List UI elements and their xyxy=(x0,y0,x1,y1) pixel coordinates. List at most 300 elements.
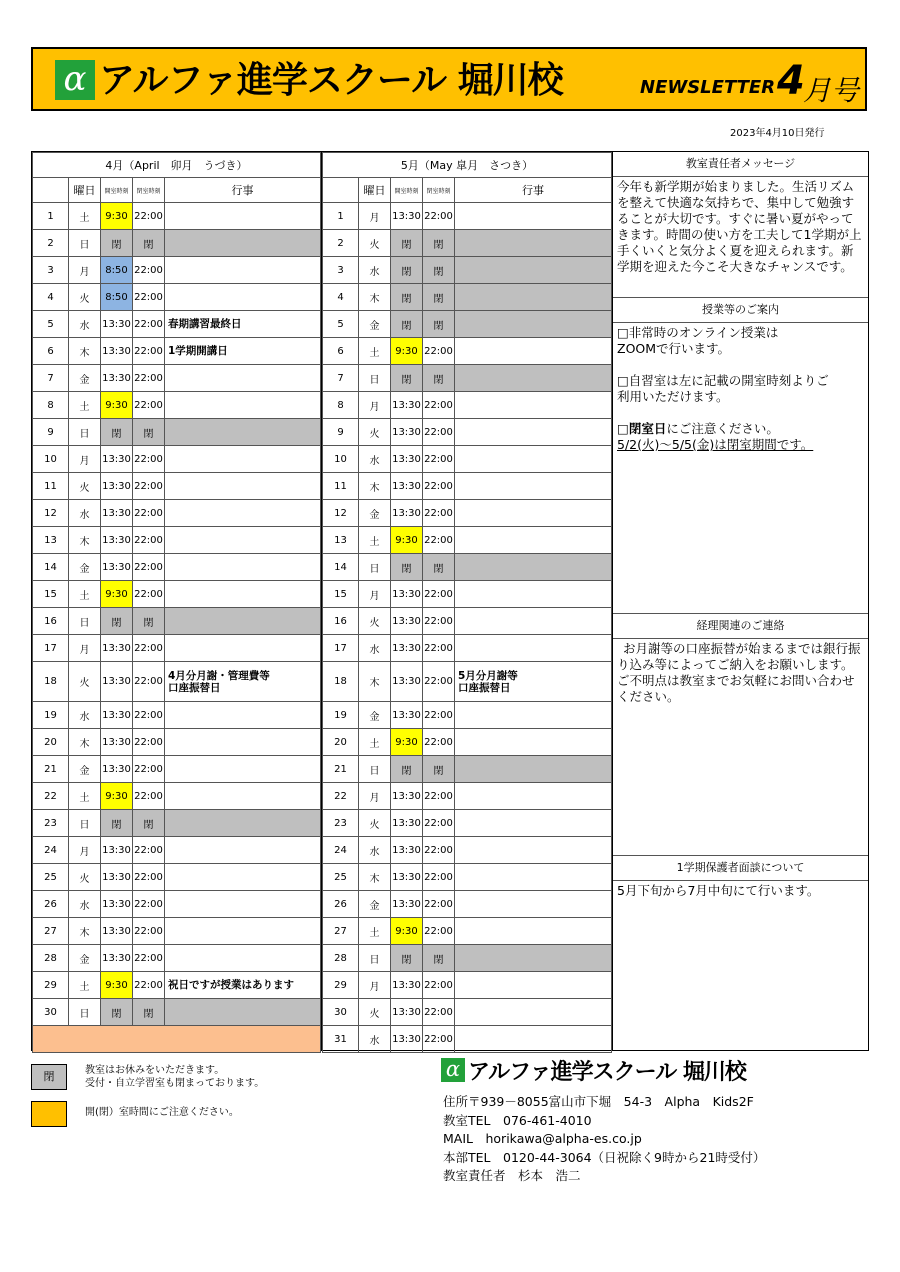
close-time-cell: 22:00 xyxy=(133,554,165,581)
close-time-cell: 22:00 xyxy=(423,891,455,918)
close-time-cell: 22:00 xyxy=(133,635,165,662)
close-time-cell: 22:00 xyxy=(133,257,165,284)
events-cell xyxy=(455,635,612,662)
day-cell: 25 xyxy=(33,864,69,891)
events-cell xyxy=(165,473,321,500)
open-time-cell: 13:30 xyxy=(391,891,423,918)
close-time-cell: 22:00 xyxy=(423,203,455,230)
newsletter-label: NEWSLETTER xyxy=(640,77,776,98)
weekday-cell: 月 xyxy=(359,783,391,810)
calendar-row xyxy=(33,891,321,918)
open-time-cell: 13:30 xyxy=(101,446,133,473)
open-time-cell: 閉 xyxy=(391,756,423,783)
calendar-row xyxy=(33,635,321,662)
weekday-cell: 土 xyxy=(359,338,391,365)
calendar-row xyxy=(323,230,612,257)
day-cell: 16 xyxy=(323,608,359,635)
calendar-row xyxy=(323,837,612,864)
day-cell: 13 xyxy=(33,527,69,554)
weekday-cell: 日 xyxy=(69,230,101,257)
open-time-cell: 13:30 xyxy=(391,999,423,1026)
events-cell xyxy=(455,810,612,837)
close-time-cell: 閉 xyxy=(423,945,455,972)
close-time-cell: 閉 xyxy=(423,230,455,257)
calendar-row xyxy=(33,729,321,756)
april-col-close: 閉室時刻 xyxy=(133,178,165,203)
calendar-row xyxy=(323,972,612,999)
calendar-row xyxy=(33,230,321,257)
events-cell xyxy=(455,702,612,729)
close-time-cell: 22:00 xyxy=(133,365,165,392)
weekday-cell: 月 xyxy=(69,446,101,473)
events-cell xyxy=(165,918,321,945)
april-col-events: 行事 xyxy=(165,178,321,203)
calendar-row xyxy=(323,662,612,702)
day-cell: 23 xyxy=(33,810,69,837)
classroom-tel: 教室TEL 076-461-4010 xyxy=(443,1112,592,1128)
day-cell: 7 xyxy=(323,365,359,392)
day-cell: 15 xyxy=(33,581,69,608)
calendar-row xyxy=(323,446,612,473)
close-time-cell: 22:00 xyxy=(133,702,165,729)
close-time-cell: 22:00 xyxy=(423,783,455,810)
day-cell: 26 xyxy=(323,891,359,918)
event-text: 春期講習最終日 xyxy=(168,318,242,330)
weekday-cell: 土 xyxy=(69,972,101,999)
close-time-cell: 22:00 xyxy=(423,581,455,608)
may-calendar xyxy=(321,151,613,1051)
weekday-cell: 日 xyxy=(359,756,391,783)
close-time-cell: 22:00 xyxy=(423,338,455,365)
message-title: 教室責任者メッセージ xyxy=(613,152,868,177)
may-table xyxy=(322,152,612,1053)
day-cell: 22 xyxy=(33,783,69,810)
open-time-cell: 13:30 xyxy=(391,473,423,500)
day-cell: 14 xyxy=(33,554,69,581)
day-cell: 30 xyxy=(33,999,69,1026)
open-time-cell: 13:30 xyxy=(101,311,133,338)
open-time-cell: 13:30 xyxy=(391,392,423,419)
calendar-row xyxy=(33,446,321,473)
header-banner xyxy=(31,47,867,111)
info-study-line1: □自習室は左に記載の開室時刻よりご xyxy=(617,373,829,388)
day-cell: 31 xyxy=(323,1026,359,1053)
open-time-cell: 13:30 xyxy=(391,1026,423,1053)
april-col-day xyxy=(33,178,69,203)
close-time-cell: 22:00 xyxy=(133,837,165,864)
close-time-cell: 22:00 xyxy=(133,338,165,365)
open-time-cell: 閉 xyxy=(391,365,423,392)
close-time-cell: 22:00 xyxy=(423,837,455,864)
weekday-cell: 日 xyxy=(69,810,101,837)
close-time-cell: 22:00 xyxy=(133,972,165,999)
events-cell xyxy=(165,972,321,999)
close-time-cell: 22:00 xyxy=(423,918,455,945)
weekday-cell: 水 xyxy=(69,500,101,527)
address: 住所〒939－8055富山市下堀 54-3 Alpha Kids2F xyxy=(443,1094,754,1109)
close-time-cell: 22:00 xyxy=(133,527,165,554)
weekday-cell: 火 xyxy=(69,473,101,500)
weekday-cell: 火 xyxy=(69,864,101,891)
day-cell: 24 xyxy=(323,837,359,864)
events-cell xyxy=(165,891,321,918)
newsletter-month: 4 xyxy=(777,58,805,104)
open-time-cell: 13:30 xyxy=(391,662,423,702)
events-cell xyxy=(165,837,321,864)
info-title: 授業等のご案内 xyxy=(613,297,868,323)
events-cell xyxy=(455,257,612,284)
calendar-row xyxy=(323,635,612,662)
calendar-row xyxy=(323,756,612,783)
close-time-cell: 22:00 xyxy=(423,527,455,554)
open-time-cell: 閉 xyxy=(391,945,423,972)
calendar-row xyxy=(33,365,321,392)
day-cell: 18 xyxy=(323,662,359,702)
event-text: 1学期開講日 xyxy=(168,345,228,357)
events-cell xyxy=(455,729,612,756)
calendar-row xyxy=(323,891,612,918)
calendar-row xyxy=(323,203,612,230)
close-time-cell: 22:00 xyxy=(423,729,455,756)
weekday-cell: 火 xyxy=(359,810,391,837)
day-cell: 9 xyxy=(33,419,69,446)
day-cell: 4 xyxy=(323,284,359,311)
meeting-title: 1学期保護者面談について xyxy=(613,855,868,881)
open-time-cell: 13:30 xyxy=(391,419,423,446)
open-time-cell: 9:30 xyxy=(391,729,423,756)
footer-alpha-logo-icon: α xyxy=(441,1058,465,1082)
weekday-cell: 木 xyxy=(69,729,101,756)
school-name: アルファ進学スクール 堀川校 xyxy=(99,60,563,101)
contact-block xyxy=(443,1093,765,1186)
meeting-body: 5月下旬から7月中旬にて行います。 xyxy=(617,883,820,898)
calendar-row xyxy=(323,527,612,554)
open-time-cell: 閉 xyxy=(391,284,423,311)
events-cell xyxy=(455,608,612,635)
weekday-cell: 月 xyxy=(359,392,391,419)
open-time-cell: 9:30 xyxy=(391,338,423,365)
open-time-cell: 13:30 xyxy=(101,891,133,918)
weekday-cell: 火 xyxy=(359,419,391,446)
info-closed-bold: 閉室日 xyxy=(628,421,667,436)
events-cell xyxy=(455,419,612,446)
open-time-cell: 13:30 xyxy=(391,203,423,230)
calendar-row xyxy=(33,554,321,581)
events-cell xyxy=(455,918,612,945)
open-time-cell: 9:30 xyxy=(101,203,133,230)
may-col-weekday: 曜日 xyxy=(359,178,391,203)
events-cell xyxy=(455,311,612,338)
events-cell xyxy=(165,284,321,311)
calendar-row xyxy=(33,810,321,837)
calendar-row xyxy=(33,500,321,527)
calendar-row xyxy=(323,284,612,311)
events-cell xyxy=(165,756,321,783)
events-cell xyxy=(455,945,612,972)
may-col-day xyxy=(323,178,359,203)
events-cell xyxy=(165,999,321,1026)
weekday-cell: 金 xyxy=(359,311,391,338)
close-time-cell: 22:00 xyxy=(133,783,165,810)
weekday-cell: 土 xyxy=(359,527,391,554)
calendar-row xyxy=(323,419,612,446)
events-cell xyxy=(455,203,612,230)
close-time-cell: 22:00 xyxy=(133,203,165,230)
close-time-cell: 22:00 xyxy=(133,918,165,945)
event-text: 口座振替日 xyxy=(458,681,511,694)
close-time-cell: 閉 xyxy=(423,756,455,783)
events-cell xyxy=(165,554,321,581)
close-time-cell: 22:00 xyxy=(423,419,455,446)
events-cell xyxy=(165,635,321,662)
open-time-cell: 13:30 xyxy=(391,635,423,662)
events-cell xyxy=(165,608,321,635)
weekday-cell: 日 xyxy=(359,945,391,972)
open-time-cell: 8:50 xyxy=(101,257,133,284)
info-study-line2: 利用いただけます。 xyxy=(617,389,729,404)
open-time-cell: 13:30 xyxy=(101,662,133,702)
day-cell: 18 xyxy=(33,662,69,702)
weekday-cell: 金 xyxy=(69,756,101,783)
weekday-cell: 月 xyxy=(69,837,101,864)
calendar-row xyxy=(323,500,612,527)
close-time-cell: 22:00 xyxy=(423,972,455,999)
day-cell: 21 xyxy=(33,756,69,783)
day-cell: 20 xyxy=(323,729,359,756)
alpha-logo-icon: α xyxy=(55,60,95,100)
close-time-cell: 22:00 xyxy=(133,284,165,311)
weekday-cell: 火 xyxy=(69,284,101,311)
weekday-cell: 土 xyxy=(69,581,101,608)
empty-day-cell xyxy=(33,1026,321,1053)
weekday-cell: 火 xyxy=(359,608,391,635)
events-cell xyxy=(165,338,321,365)
day-cell: 3 xyxy=(33,257,69,284)
events-cell xyxy=(455,473,612,500)
events-cell xyxy=(165,500,321,527)
closed-legend-line2: 受付・自立学習室も閉まっております。 xyxy=(85,1078,265,1089)
events-cell xyxy=(455,783,612,810)
events-cell xyxy=(455,527,612,554)
closed-legend-swatch: 閉 xyxy=(31,1064,67,1090)
weekday-cell: 金 xyxy=(69,945,101,972)
open-time-cell: 13:30 xyxy=(101,702,133,729)
close-time-cell: 閉 xyxy=(133,608,165,635)
weekday-cell: 月 xyxy=(359,972,391,999)
day-cell: 5 xyxy=(323,311,359,338)
weekday-cell: 土 xyxy=(69,783,101,810)
open-time-cell: 13:30 xyxy=(101,635,133,662)
open-time-cell: 8:50 xyxy=(101,284,133,311)
events-cell xyxy=(455,446,612,473)
april-title: 4月（April 卯月 うづき） xyxy=(33,153,321,178)
close-time-cell: 22:00 xyxy=(133,662,165,702)
weekday-cell: 水 xyxy=(359,837,391,864)
day-cell: 4 xyxy=(33,284,69,311)
open-time-cell: 閉 xyxy=(391,230,423,257)
events-cell xyxy=(165,419,321,446)
open-time-cell: 13:30 xyxy=(391,864,423,891)
close-time-cell: 22:00 xyxy=(423,500,455,527)
close-time-cell: 22:00 xyxy=(423,1026,455,1053)
weekday-cell: 日 xyxy=(359,365,391,392)
day-cell: 5 xyxy=(33,311,69,338)
events-cell xyxy=(165,729,321,756)
weekday-cell: 木 xyxy=(359,662,391,702)
day-cell: 25 xyxy=(323,864,359,891)
events-cell xyxy=(455,581,612,608)
open-time-cell: 13:30 xyxy=(391,608,423,635)
weekday-cell: 水 xyxy=(359,1026,391,1053)
close-time-cell: 閉 xyxy=(133,419,165,446)
calendar-row xyxy=(323,473,612,500)
weekday-cell: 土 xyxy=(359,729,391,756)
open-time-cell: 13:30 xyxy=(101,918,133,945)
closed-legend-line1: 教室はお休みをいただきます。 xyxy=(85,1065,225,1076)
weekday-cell: 日 xyxy=(359,554,391,581)
close-time-cell: 22:00 xyxy=(423,810,455,837)
open-time-cell: 13:30 xyxy=(391,972,423,999)
close-time-cell: 22:00 xyxy=(133,446,165,473)
hours-legend-swatch xyxy=(31,1101,67,1127)
day-cell: 12 xyxy=(33,500,69,527)
day-cell: 29 xyxy=(33,972,69,999)
weekday-cell: 木 xyxy=(69,527,101,554)
close-time-cell: 22:00 xyxy=(423,635,455,662)
open-time-cell: 13:30 xyxy=(101,729,133,756)
open-time-cell: 閉 xyxy=(391,311,423,338)
close-time-cell: 22:00 xyxy=(133,729,165,756)
weekday-cell: 日 xyxy=(69,608,101,635)
hours-legend-text: 開(閉）室時間にご注意ください。 xyxy=(85,1107,239,1118)
close-time-cell: 22:00 xyxy=(423,446,455,473)
events-cell xyxy=(455,1026,612,1053)
weekday-cell: 木 xyxy=(359,864,391,891)
events-cell xyxy=(165,446,321,473)
open-time-cell: 13:30 xyxy=(391,581,423,608)
weekday-cell: 金 xyxy=(359,500,391,527)
day-cell: 19 xyxy=(323,702,359,729)
close-time-cell: 閉 xyxy=(133,230,165,257)
open-time-cell: 9:30 xyxy=(101,783,133,810)
weekday-cell: 火 xyxy=(359,999,391,1026)
calendar-row xyxy=(323,945,612,972)
day-cell: 19 xyxy=(33,702,69,729)
weekday-cell: 金 xyxy=(69,365,101,392)
may-col-open: 開室時刻 xyxy=(391,178,423,203)
weekday-cell: 水 xyxy=(69,311,101,338)
weekday-cell: 木 xyxy=(69,918,101,945)
calendar-row xyxy=(33,392,321,419)
calendar-row xyxy=(33,837,321,864)
calendar-row xyxy=(323,581,612,608)
calendar-row xyxy=(33,203,321,230)
events-cell xyxy=(165,230,321,257)
calendar-row xyxy=(33,311,321,338)
day-cell: 23 xyxy=(323,810,359,837)
april-col-open: 開室時刻 xyxy=(101,178,133,203)
events-cell xyxy=(165,810,321,837)
weekday-cell: 土 xyxy=(69,392,101,419)
day-cell: 22 xyxy=(323,783,359,810)
accounting-title: 経理関連のご連絡 xyxy=(613,613,868,639)
open-time-cell: 9:30 xyxy=(101,392,133,419)
day-cell: 2 xyxy=(323,230,359,257)
calendar-row xyxy=(33,945,321,972)
events-cell xyxy=(165,945,321,972)
open-time-cell: 閉 xyxy=(101,999,133,1026)
calendar-row xyxy=(323,702,612,729)
events-cell xyxy=(165,392,321,419)
day-cell: 16 xyxy=(33,608,69,635)
info-online-line1: □非常時のオンライン授業は xyxy=(617,325,779,340)
open-time-cell: 13:30 xyxy=(101,837,133,864)
open-time-cell: 閉 xyxy=(391,554,423,581)
close-time-cell: 閉 xyxy=(423,284,455,311)
close-time-cell: 22:00 xyxy=(133,311,165,338)
calendar-row xyxy=(323,918,612,945)
weekday-cell: 金 xyxy=(69,554,101,581)
weekday-cell: 月 xyxy=(69,257,101,284)
open-time-cell: 13:30 xyxy=(101,473,133,500)
info-closed-period: 5/2(火)～5/5(金)は閉室期間です。 xyxy=(617,437,814,452)
weekday-cell: 火 xyxy=(69,662,101,702)
open-time-cell: 閉 xyxy=(101,419,133,446)
open-time-cell: 閉 xyxy=(391,257,423,284)
day-cell: 15 xyxy=(323,581,359,608)
day-cell: 24 xyxy=(33,837,69,864)
message-body: 今年も新学期が始まりました。生活リズムを整えて快適な気持ちで、集中して勉強することが大切です。すぐに暑い夏がやってきます。時間の使い方を工夫して1学期が上手くいくと気分よく夏を迎えられます。新学期を迎えた今こそ大きなチャンスです。 xyxy=(617,179,862,274)
weekday-cell: 月 xyxy=(359,203,391,230)
close-time-cell: 閉 xyxy=(423,365,455,392)
weekday-cell: 水 xyxy=(69,891,101,918)
weekday-cell: 水 xyxy=(359,635,391,662)
calendar-row xyxy=(33,918,321,945)
calendar-row xyxy=(33,783,321,810)
day-cell: 14 xyxy=(323,554,359,581)
calendar-row xyxy=(33,581,321,608)
close-time-cell: 22:00 xyxy=(133,392,165,419)
day-cell: 28 xyxy=(323,945,359,972)
open-time-cell: 13:30 xyxy=(101,756,133,783)
weekday-cell: 水 xyxy=(359,446,391,473)
day-cell: 29 xyxy=(323,972,359,999)
events-cell xyxy=(165,527,321,554)
calendar-row xyxy=(33,419,321,446)
open-time-cell: 13:30 xyxy=(101,338,133,365)
calendar-row xyxy=(323,864,612,891)
day-cell: 2 xyxy=(33,230,69,257)
events-cell xyxy=(165,311,321,338)
calendar-row xyxy=(33,662,321,702)
calendar-row xyxy=(323,810,612,837)
close-time-cell: 閉 xyxy=(423,257,455,284)
close-time-cell: 閉 xyxy=(133,810,165,837)
event-text: 4月分月謝・管理費等 xyxy=(168,669,270,682)
open-time-cell: 9:30 xyxy=(101,972,133,999)
day-cell: 17 xyxy=(33,635,69,662)
open-time-cell: 閉 xyxy=(101,810,133,837)
calendar-row xyxy=(323,365,612,392)
calendar-row xyxy=(33,972,321,999)
headquarters-tel: 本部TEL 0120-44-3064（日祝除く9時から21時受付） xyxy=(443,1149,766,1165)
events-cell xyxy=(455,365,612,392)
events-cell xyxy=(165,864,321,891)
events-cell xyxy=(455,392,612,419)
weekday-cell: 火 xyxy=(359,230,391,257)
calendar-row xyxy=(323,392,612,419)
close-time-cell: 22:00 xyxy=(423,473,455,500)
